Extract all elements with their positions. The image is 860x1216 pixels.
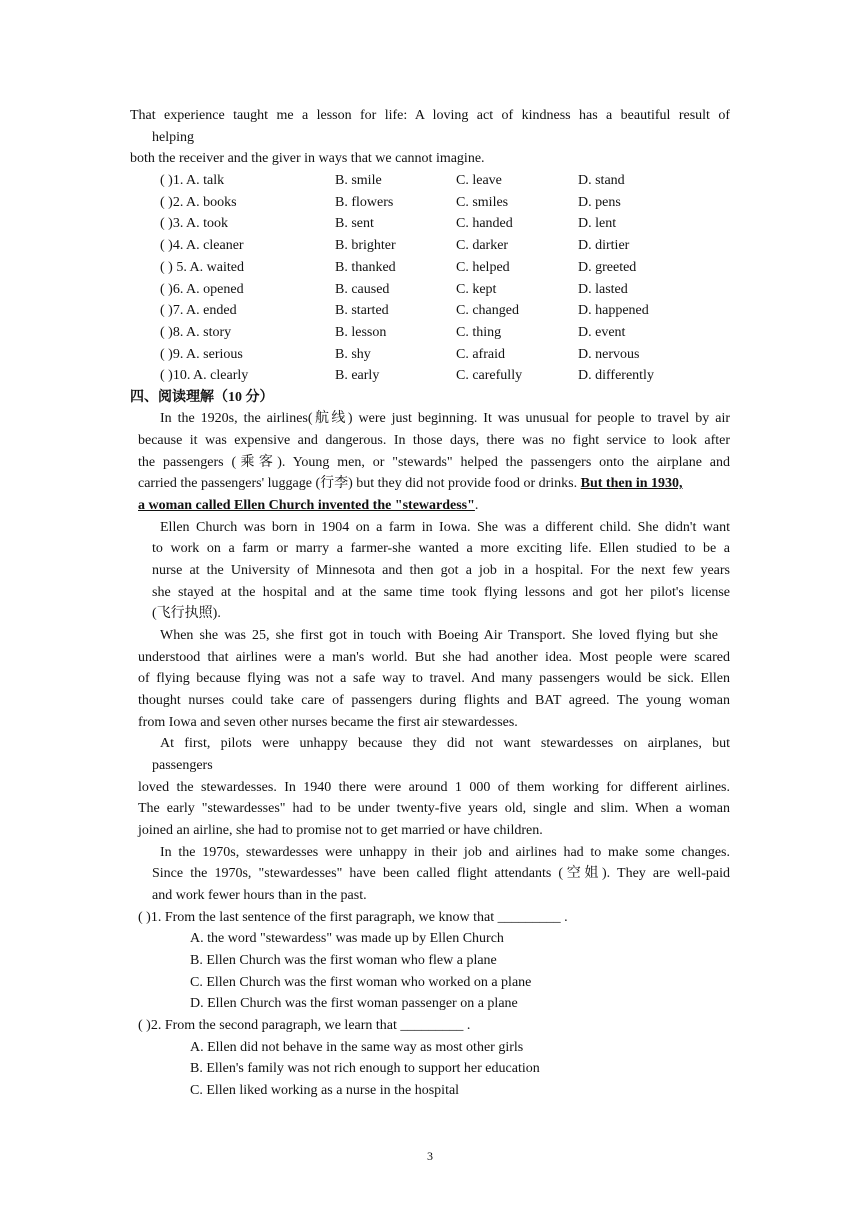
- cloze-option-d: D. lent: [578, 216, 617, 231]
- section-title: 四、阅读理解（10 分）: [130, 390, 274, 405]
- cloze-number-option-a: ( )1. A. talk: [160, 173, 225, 188]
- p3-line-1: When she was 25, she first got in touch with Boeing Air Transport. She loved flying but she: [160, 628, 718, 643]
- p1-underlined-sentence-start: But then in 1930,: [580, 476, 683, 491]
- question-2-stem: ( )2. From the second paragraph, we learn that _________ .: [138, 1018, 471, 1033]
- p3-line-3: of flying because flying was not a safe way to travel. And many passengers would be sick. Ellen: [138, 671, 730, 686]
- question-1-option-d: D. Ellen Church was the first woman passenger on a plane: [190, 996, 518, 1011]
- cloze-option-c: C. smiles: [456, 195, 509, 210]
- cloze-option-d: D. dirtier: [578, 238, 630, 253]
- cloze-option-c: C. leave: [456, 173, 502, 188]
- cloze-option-b: B. smile: [335, 173, 382, 188]
- cloze-option-d: D. event: [578, 325, 626, 340]
- cloze-option-c: C. helped: [456, 260, 510, 275]
- p1-line-1: In the 1920s, the airlines(航线) were just beginning. It was unusual for people to travel by air: [160, 411, 730, 426]
- cloze-number-option-a: ( )7. A. ended: [160, 303, 237, 318]
- question-2-option-b: B. Ellen's family was not rich enough to support her education: [190, 1061, 540, 1076]
- cloze-option-d: D. stand: [578, 173, 625, 188]
- cloze-number-option-a: ( )3. A. took: [160, 216, 229, 231]
- cloze-option-d: D. pens: [578, 195, 621, 210]
- cloze-option-b: B. thanked: [335, 260, 396, 275]
- cloze-option-c: C. handed: [456, 216, 513, 231]
- p2-line-1: Ellen Church was born in 1904 on a farm in Iowa. She was a different child. She didn't want: [160, 520, 730, 535]
- cloze-option-b: B. caused: [335, 282, 390, 297]
- cloze-option-c: C. carefully: [456, 368, 523, 383]
- cloze-option-c: C. afraid: [456, 347, 505, 362]
- cloze-number-option-a: ( )2. A. books: [160, 195, 237, 210]
- p1-line-4-text: carried the passengers' luggage (行李) but they did not provide food or drinks.: [138, 476, 581, 491]
- question-1-option-c: C. Ellen Church was the first woman who worked on a plane: [190, 975, 532, 990]
- p1-line-5-period: .: [474, 498, 479, 513]
- page-number: 3: [427, 1149, 433, 1163]
- cloze-number-option-a: ( ) 5. A. waited: [160, 260, 244, 275]
- p3-line-5: from Iowa and seven other nurses became the first air stewardesses.: [138, 715, 518, 730]
- p5-line-3: and work fewer hours than in the past.: [152, 888, 367, 903]
- question-1-option-b: B. Ellen Church was the first woman who flew a plane: [190, 953, 497, 968]
- p2-line-4: she stayed at the hospital and at the same time took flying lessons and got her pilot's license: [152, 585, 730, 600]
- p2-line-5: (飞行执照).: [152, 606, 221, 621]
- cloze-option-d: D. lasted: [578, 282, 628, 297]
- p4-line-2: passengers: [152, 758, 213, 773]
- cloze-option-c: C. changed: [456, 303, 519, 318]
- p1-line-5: [138, 496, 478, 516]
- p4-line-5: joined an airline, she had to promise not to get married or have children.: [138, 823, 543, 838]
- question-1-option-a: A. the word "stewardess" was made up by Ellen Church: [190, 931, 504, 946]
- p5-line-1: In the 1970s, stewardesses were unhappy in their job and airlines had to make some changes.: [160, 845, 730, 860]
- cloze-option-c: C. kept: [456, 282, 497, 297]
- cloze-option-d: D. differently: [578, 368, 654, 383]
- cloze-option-c: C. darker: [456, 238, 509, 253]
- cloze-number-option-a: ( )6. A. opened: [160, 282, 244, 297]
- cloze-number-option-a: ( )10. A. clearly: [160, 368, 249, 383]
- question-1-stem: ( )1. From the last sentence of the first paragraph, we know that _________ .: [138, 910, 568, 925]
- intro-line-3: both the receiver and the giver in ways that we cannot imagine.: [130, 151, 485, 166]
- p1-line-2: because it was expensive and dangerous. In those days, there was no fight service to look after: [138, 433, 730, 448]
- cloze-option-b: B. started: [335, 303, 389, 318]
- cloze-option-d: D. nervous: [578, 347, 640, 362]
- p2-line-3: nurse at the University of Minnesota and then got a job in a hospital. For the next few years: [152, 563, 730, 578]
- cloze-option-c: C. thing: [456, 325, 502, 340]
- intro-line-2: helping: [152, 130, 194, 145]
- cloze-option-b: B. flowers: [335, 195, 394, 210]
- cloze-option-b: B. early: [335, 368, 380, 383]
- p5-line-2: Since the 1970s, "stewardesses" have been called flight attendants (空姐). They are well-paid: [152, 866, 730, 881]
- question-2-option-a: A. Ellen did not behave in the same way as most other girls: [190, 1040, 524, 1055]
- cloze-option-b: B. sent: [335, 216, 374, 231]
- p1-underlined-sentence-end: a woman called Ellen Church invented the "stewardess": [138, 498, 475, 513]
- cloze-option-b: B. lesson: [335, 325, 387, 340]
- p3-line-4: thought nurses could take care of passengers during flights and BAT agreed. The young woman: [138, 693, 730, 708]
- p4-line-3: loved the stewardesses. In 1940 there were around 1 000 of them working for different airlines.: [138, 780, 730, 795]
- cloze-option-d: D. happened: [578, 303, 649, 318]
- p1-line-3: the passengers (乘客). Young men, or "stewards" helped the passengers onto the airplane and: [138, 455, 730, 470]
- intro-line-1: That experience taught me a lesson for life: A loving act of kindness has a beautiful result of: [130, 108, 730, 123]
- p3-line-2: understood that airlines were a man's world. But she had another idea. Most people were scared: [138, 650, 730, 665]
- cloze-option-b: B. shy: [335, 347, 371, 362]
- cloze-number-option-a: ( )4. A. cleaner: [160, 238, 244, 253]
- p4-line-4: The early "stewardesses" had to be under twenty-five years old, single and slim. When a woman: [138, 801, 730, 816]
- p1-line-4: [138, 474, 683, 494]
- p2-line-2: to work on a farm or marry a farmer-she wanted a more exciting life. Ellen studied to be a: [152, 541, 730, 556]
- question-2-option-c: C. Ellen liked working as a nurse in the hospital: [190, 1083, 460, 1098]
- cloze-number-option-a: ( )8. A. story: [160, 325, 232, 340]
- cloze-option-d: D. greeted: [578, 260, 637, 275]
- p4-line-1: At first, pilots were unhappy because they did not want stewardesses on airplanes, but: [160, 736, 730, 751]
- cloze-option-b: B. brighter: [335, 238, 396, 253]
- cloze-number-option-a: ( )9. A. serious: [160, 347, 243, 362]
